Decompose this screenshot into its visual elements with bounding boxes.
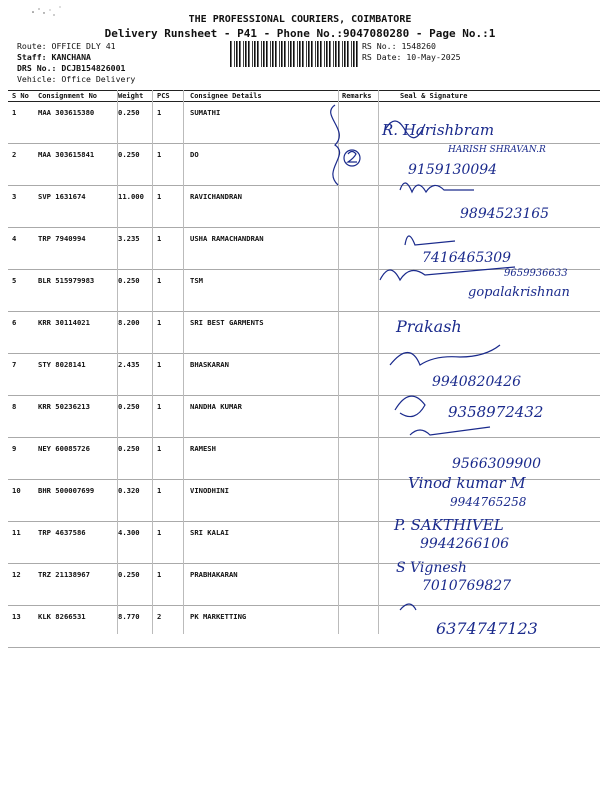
- barcode: [230, 41, 358, 67]
- row-consignment: KLK 8266531: [38, 612, 86, 621]
- row-consignment: KRR 30114021: [38, 318, 90, 327]
- row-sno: 12: [12, 570, 21, 579]
- row-pcs: 1: [157, 234, 162, 243]
- row-consignee: RAVICHANDRAN: [190, 192, 242, 201]
- handwritten-phone: 7416465309: [422, 250, 512, 266]
- barcode-bar: [315, 41, 316, 67]
- barcode-bar: [317, 41, 319, 67]
- row-consignee: SRI KALAI: [190, 528, 229, 537]
- route-line: Route: OFFICE DLY 41: [17, 41, 116, 51]
- row-consignee: BHASKARAN: [190, 360, 229, 369]
- row-weight: 0.250: [118, 402, 140, 411]
- document-title: THE PROFESSIONAL COURIERS, COIMBATORE: [188, 14, 412, 25]
- barcode-bar: [288, 41, 289, 67]
- signature-scribble: [380, 267, 515, 280]
- handwritten-signature: R. Harishbram: [382, 121, 495, 139]
- barcode-bar: [279, 41, 280, 67]
- barcode-bar: [320, 41, 322, 67]
- barcode-bar: [270, 41, 271, 67]
- barcode-bar: [326, 41, 328, 67]
- row-weight: 3.235: [118, 234, 140, 243]
- handwritten-phone: 6374747123: [436, 619, 538, 638]
- row-pcs: 1: [157, 318, 162, 327]
- barcode-bar: [335, 41, 337, 67]
- barcode-bar: [311, 41, 313, 67]
- barcode-bar: [234, 41, 235, 67]
- signature-scribble: [410, 427, 490, 435]
- row-consignee: NANDHA KUMAR: [190, 402, 242, 411]
- row-consignment: TRP 4637586: [38, 528, 86, 537]
- header-remarks: Remarks: [342, 92, 372, 100]
- row-pcs: 1: [157, 570, 162, 579]
- document-subtitle: Delivery Runsheet - P41 - Phone No.:9047080280 - Page No.:1: [104, 27, 496, 40]
- barcode-bar: [306, 41, 307, 67]
- header-weight: Weight: [118, 92, 144, 100]
- row-weight: 0.250: [118, 444, 140, 453]
- row-weight: 0.250: [118, 150, 140, 159]
- row-consignment: BHR 500007699: [38, 486, 95, 495]
- barcode-bar: [290, 41, 292, 67]
- row-consignee: RAMESH: [190, 444, 216, 453]
- row-sno: 7: [12, 360, 17, 369]
- row-pcs: 1: [157, 192, 162, 201]
- row-consignment: KRR 50236213: [38, 402, 90, 411]
- row-pcs: 1: [157, 360, 162, 369]
- col-divider: [152, 90, 153, 634]
- row-pcs: 1: [157, 150, 162, 159]
- row-weight: 2.435: [118, 360, 140, 369]
- row-weight: 8.200: [118, 318, 140, 327]
- barcode-bar: [252, 41, 253, 67]
- handwritten-phone: 9159130094: [408, 162, 498, 178]
- barcode-bar: [356, 41, 358, 67]
- circled-2-mark: [344, 150, 360, 166]
- barcode-bar: [353, 41, 355, 67]
- row-pcs: 2: [157, 612, 162, 621]
- rs-no-line: RS No.: 1548260: [362, 41, 436, 51]
- barcode-bar: [302, 41, 304, 67]
- handwritten-name: HARISH SHRAVAN.R: [448, 145, 546, 155]
- row-consignment: MAA 303615380: [38, 108, 95, 117]
- barcode-bar: [239, 41, 241, 67]
- barcode-bar: [284, 41, 286, 67]
- row-consignment: TRZ 21138967: [38, 570, 90, 579]
- barcode-bar: [338, 41, 340, 67]
- row-consignee: PK MARKETTING: [190, 612, 247, 621]
- row-sno: 6: [12, 318, 17, 327]
- barcode-bar: [342, 41, 343, 67]
- barcode-bar: [329, 41, 331, 67]
- signature-area: [330, 90, 600, 640]
- barcode-bar: [230, 41, 232, 67]
- signature-scribble: [405, 236, 455, 245]
- row-sno: 11: [12, 528, 21, 537]
- signature-scribble: [395, 396, 425, 416]
- barcode-bar: [236, 41, 238, 67]
- row-consignment: BLR 515979983: [38, 276, 95, 285]
- barcode-bar: [344, 41, 346, 67]
- row-consignee: USHA RAMACHANDRAN: [190, 234, 264, 243]
- row-sno: 8: [12, 402, 17, 411]
- row-consignment: MAA 303615841: [38, 150, 95, 159]
- row-consignee: TSM: [190, 276, 203, 285]
- barcode-bar: [261, 41, 262, 67]
- handwritten-phone: 9944765258: [450, 495, 527, 509]
- row-weight: 0.250: [118, 276, 140, 285]
- row-consignment: NEY 60085726: [38, 444, 90, 453]
- staff-line: Staff: KANCHANA: [17, 52, 91, 62]
- row-pcs: 1: [157, 444, 162, 453]
- row-sno: 1: [12, 108, 17, 117]
- circled-2-mark: [348, 152, 357, 163]
- barcode-bar: [275, 41, 277, 67]
- row-consignee: SRI BEST GARMENTS: [190, 318, 264, 327]
- barcode-bar: [245, 41, 247, 67]
- handwritten-name: gopalakrishnan: [468, 285, 570, 300]
- barcode-bar: [248, 41, 250, 67]
- row-consignee: DO: [190, 150, 199, 159]
- row-consignment: TRP 7940994: [38, 234, 86, 243]
- row-sno: 9: [12, 444, 17, 453]
- header-sno: S No: [12, 92, 29, 100]
- row-pcs: 1: [157, 402, 162, 411]
- barcode-bar: [308, 41, 310, 67]
- barcode-bar: [324, 41, 325, 67]
- barcode-bar: [293, 41, 295, 67]
- runsheet-meta-right: [362, 41, 461, 63]
- row-weight: 0.250: [118, 108, 140, 117]
- handwritten-phone: 9940820426: [432, 374, 522, 390]
- barcode-bar: [297, 41, 298, 67]
- handwritten-phone: 9894523165: [460, 206, 550, 222]
- handwritten-signature: Prakash: [396, 317, 462, 336]
- handwritten-phone: 9944266106: [420, 536, 510, 552]
- handwritten-phone: 9358972432: [448, 403, 544, 421]
- rs-date-line: RS Date: 10-May-2025: [362, 52, 461, 62]
- barcode-bar: [257, 41, 259, 67]
- handwritten-signature: Vinod kumar M: [408, 474, 526, 492]
- row-pcs: 1: [157, 486, 162, 495]
- handwritten-phone: 9566309900: [452, 456, 542, 472]
- header-consignment: Consignment No: [38, 92, 98, 100]
- handwritten-phone: 7010769827: [422, 578, 512, 594]
- row-sno: 4: [12, 234, 17, 243]
- row-consignment: SVP 1631674: [38, 192, 86, 201]
- row-consignee: SUMATHI: [190, 108, 221, 117]
- barcode-bar: [333, 41, 334, 67]
- row-sno: 2: [12, 150, 17, 159]
- signature-scribble: [400, 183, 474, 192]
- row-sno: 3: [12, 192, 17, 201]
- barcode-bar: [272, 41, 274, 67]
- row-consignee: VINODHINI: [190, 486, 229, 495]
- barcode-bar: [254, 41, 256, 67]
- row-weight: 11.000: [118, 192, 144, 201]
- drs-line: DRS No.: DCJB154826001: [17, 63, 126, 73]
- barcode-bar: [243, 41, 244, 67]
- barcode-bar: [281, 41, 283, 67]
- row-sno: 10: [12, 486, 21, 495]
- barcode-bar: [351, 41, 352, 67]
- bracket-mark: [331, 105, 340, 185]
- row-consignment: STY 8028141: [38, 360, 86, 369]
- row-weight: 0.320: [118, 486, 140, 495]
- row-weight: 8.770: [118, 612, 140, 621]
- handwritten-signature: P. SAKTHIVEL: [394, 516, 504, 534]
- row-pcs: 1: [157, 528, 162, 537]
- vehicle-line: Vehicle: Office Delivery: [17, 74, 136, 84]
- header-pcs: PCS: [157, 92, 170, 100]
- header-consignee: Consignee Details: [190, 92, 262, 100]
- barcode-bar: [347, 41, 349, 67]
- signature-scribble: [390, 345, 500, 365]
- row-sno: 13: [12, 612, 21, 621]
- col-divider: [183, 90, 184, 634]
- row-sno: 5: [12, 276, 17, 285]
- barcode-bar: [266, 41, 268, 67]
- barcode-bar: [263, 41, 265, 67]
- row-consignee: PRABHAKARAN: [190, 570, 238, 579]
- handwritten-signature: S Vignesh: [396, 560, 467, 576]
- row-pcs: 1: [157, 276, 162, 285]
- row-weight: 0.250: [118, 570, 140, 579]
- runsheet-meta-left: [17, 41, 135, 85]
- row-pcs: 1: [157, 108, 162, 117]
- handwritten-phone: 9659936633: [504, 268, 568, 279]
- header-seal: Seal & Signature: [400, 92, 468, 100]
- col-divider: [117, 90, 118, 634]
- barcode-bar: [299, 41, 301, 67]
- signature-scribble: [400, 604, 416, 610]
- row-weight: 4.300: [118, 528, 140, 537]
